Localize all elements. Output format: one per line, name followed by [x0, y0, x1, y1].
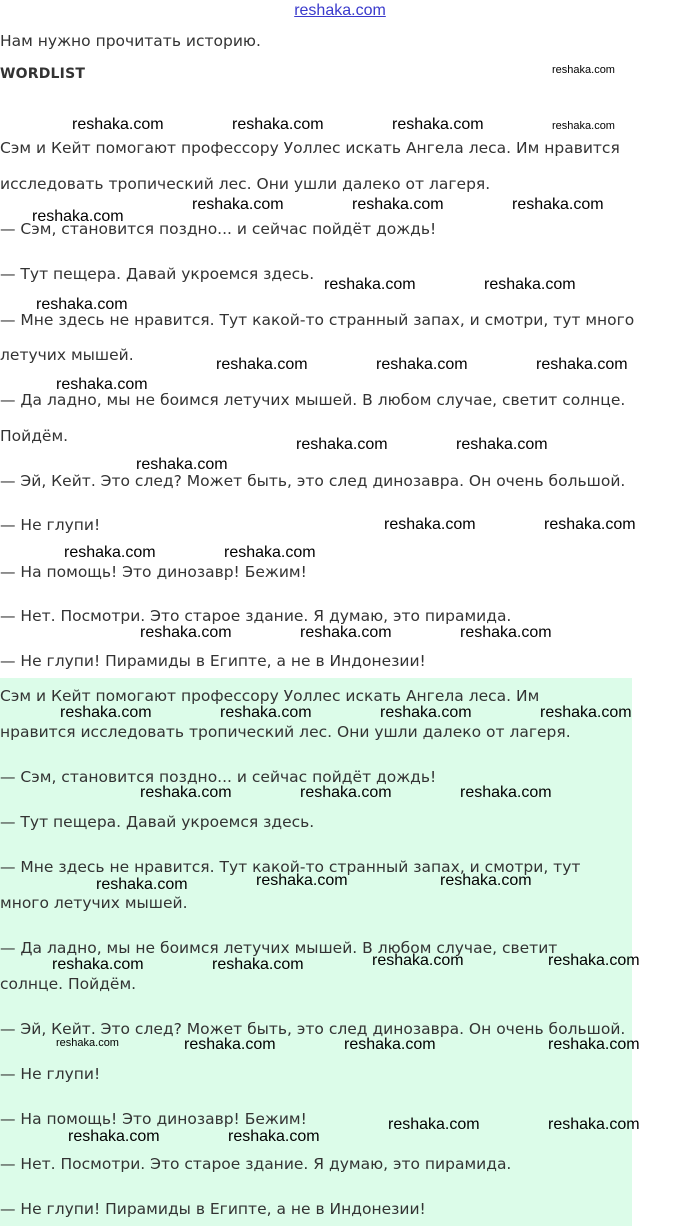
watermark: reshaka.com [296, 436, 388, 453]
watermark: reshaka.com [216, 356, 308, 373]
answer-line: — Эй, Кейт. Это след? Может быть, это след динозавра. Он очень большой. [0, 1020, 626, 1038]
watermark: reshaka.com [300, 624, 392, 641]
story-line: — Сэм, становится поздно... и сейчас пойдёт дождь! [0, 220, 437, 238]
story-line: — Не глупи! Пирамиды в Египте, а не в Индонезии! [0, 652, 426, 670]
intro-text: Нам нужно прочитать историю. [0, 32, 261, 50]
answer-line: — Сэм, становится поздно... и сейчас пойдёт дождь! [0, 768, 437, 786]
watermark: reshaka.com [552, 64, 615, 76]
watermark: reshaka.com [460, 784, 552, 801]
watermark: reshaka.com [68, 1128, 160, 1145]
watermark: reshaka.com [140, 624, 232, 641]
watermark: reshaka.com [548, 1116, 640, 1133]
answer-line: Сэм и Кейт помогают профессору Уоллес искать Ангела леса. Им [0, 687, 540, 705]
watermark: reshaka.com [72, 116, 164, 133]
answer-line: нравится исследовать тропический лес. Они ушли далеко от лагеря. [0, 723, 571, 741]
site-logo-link[interactable]: reshaka.com [294, 2, 386, 19]
watermark: reshaka.com [32, 208, 124, 225]
watermark: reshaka.com [220, 704, 312, 721]
watermark: reshaka.com [224, 544, 316, 561]
watermark: reshaka.com [440, 872, 532, 889]
watermark: reshaka.com [140, 784, 232, 801]
watermark: reshaka.com [384, 516, 476, 533]
answer-line: — Нет. Посмотри. Это старое здание. Я думаю, это пирамида. [0, 1155, 512, 1173]
answer-line: много летучих мышей. [0, 894, 188, 912]
story-line: — Да ладно, мы не боимся летучих мышей. В любом случае, светит солнце. [0, 391, 626, 409]
watermark: reshaka.com [300, 784, 392, 801]
story-line: исследовать тропический лес. Они ушли далеко от лагеря. [0, 175, 491, 193]
watermark: reshaka.com [352, 196, 444, 213]
watermark: reshaka.com [388, 1116, 480, 1133]
watermark: reshaka.com [460, 624, 552, 641]
watermark: reshaka.com [56, 376, 148, 393]
watermark: reshaka.com [52, 956, 144, 973]
watermark: reshaka.com [484, 276, 576, 293]
story-line: Сэм и Кейт помогают профессору Уоллес искать Ангела леса. Им нравится [0, 139, 620, 157]
watermark: reshaka.com [212, 956, 304, 973]
watermark: reshaka.com [548, 952, 640, 969]
watermark: reshaka.com [512, 196, 604, 213]
watermark: reshaka.com [376, 356, 468, 373]
watermark: reshaka.com [60, 704, 152, 721]
answer-line: — Мне здесь не нравится. Тут какой-то странный запах, и смотри, тут [0, 858, 581, 876]
watermark: reshaka.com [544, 516, 636, 533]
watermark: reshaka.com [184, 1036, 276, 1053]
watermark: reshaka.com [552, 120, 615, 132]
wordlist-heading: WORDLIST [0, 66, 86, 82]
answer-line: солнце. Пойдём. [0, 975, 137, 993]
story-line: летучих мышей. [0, 346, 134, 364]
watermark: reshaka.com [96, 876, 188, 893]
watermark: reshaka.com [136, 456, 228, 473]
answer-line: — Не глупи! [0, 1065, 101, 1083]
answer-line: — На помощь! Это динозавр! Бежим! [0, 1110, 307, 1128]
watermark: reshaka.com [256, 872, 348, 889]
answer-line: — Тут пещера. Давай укроемся здесь. [0, 813, 315, 831]
story-line: Пойдём. [0, 427, 69, 445]
watermark: reshaka.com [536, 356, 628, 373]
watermark: reshaka.com [228, 1128, 320, 1145]
story-line: — Эй, Кейт. Это след? Может быть, это след динозавра. Он очень большой. [0, 472, 626, 490]
watermark: reshaka.com [232, 116, 324, 133]
watermark: reshaka.com [548, 1036, 640, 1053]
story-line: — Нет. Посмотри. Это старое здание. Я думаю, это пирамида. [0, 607, 512, 625]
answer-line: — Не глупи! Пирамиды в Египте, а не в Индонезии! [0, 1200, 426, 1218]
watermark: reshaka.com [456, 436, 548, 453]
watermark: reshaka.com [64, 544, 156, 561]
watermark: reshaka.com [380, 704, 472, 721]
watermark: reshaka.com [540, 704, 632, 721]
story-line: — Не глупи! [0, 516, 101, 534]
story-line: — Тут пещера. Давай укроемся здесь. [0, 265, 315, 283]
story-line: — Мне здесь не нравится. Тут какой-то странный запах, и смотри, тут много [0, 311, 635, 329]
watermark: reshaka.com [192, 196, 284, 213]
watermark: reshaka.com [372, 952, 464, 969]
answer-line: — Да ладно, мы не боимся летучих мышей. В любом случае, светит [0, 939, 558, 957]
watermark: reshaka.com [324, 276, 416, 293]
watermark: reshaka.com [392, 116, 484, 133]
story-line: — На помощь! Это динозавр! Бежим! [0, 563, 307, 581]
watermark: reshaka.com [56, 1037, 119, 1049]
watermark: reshaka.com [36, 296, 128, 313]
watermark: reshaka.com [344, 1036, 436, 1053]
